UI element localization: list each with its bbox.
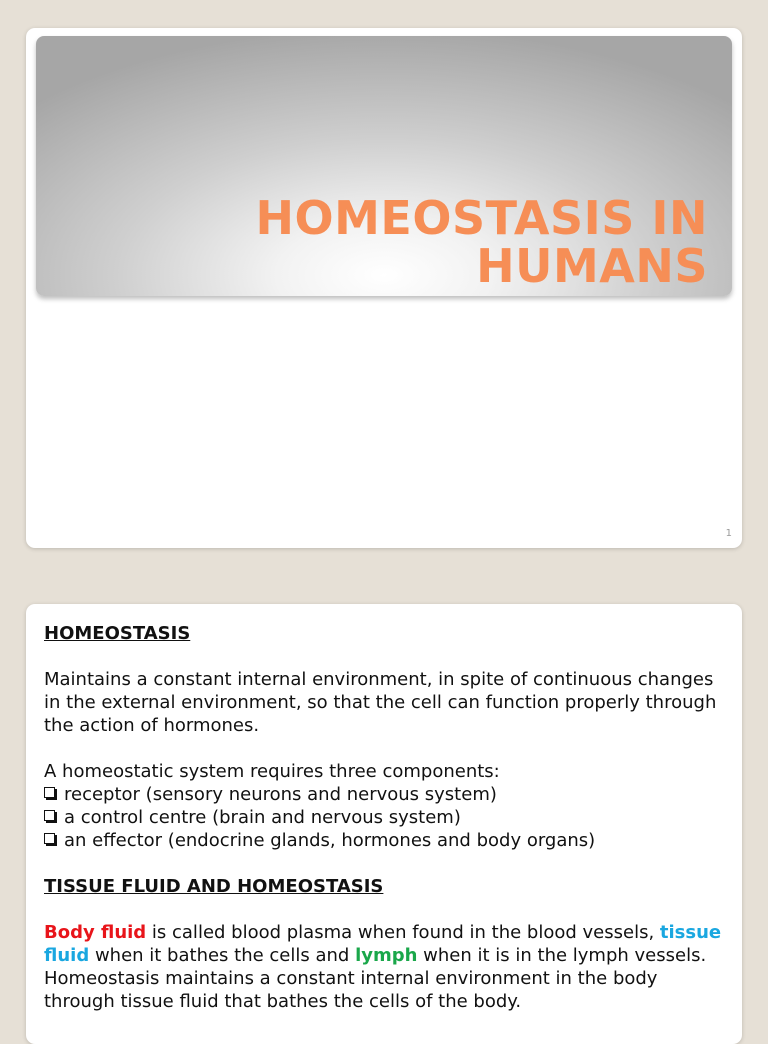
checkbox-bullet-icon <box>44 833 55 844</box>
list-item-text: receptor (sensory neurons and nervous system) <box>64 784 497 805</box>
slide-1 <box>26 28 742 548</box>
list-item-text: an effector (endocrine glands, hormones and body organs) <box>64 830 596 851</box>
list-item <box>44 783 724 806</box>
intro-paragraph: Maintains a constant internal environment, in spite of continuous changes in the external environment, so that the cell can function properly through the action of hormones. <box>44 669 717 736</box>
fluid-paragraph <box>44 921 724 967</box>
title-banner <box>36 36 732 296</box>
list-item <box>44 806 724 829</box>
list-item-text: a control centre (brain and nervous system) <box>64 807 461 828</box>
fluid-text-2: when it bathes the cells and <box>89 945 356 966</box>
slide-number: 1 <box>725 528 732 539</box>
title-line-2: HUMANS <box>476 239 708 293</box>
checkbox-bullet-icon <box>44 787 55 798</box>
components-lead: A homeostatic system requires three components: <box>44 761 500 782</box>
title-line-1: HOMEOSTASIS IN <box>255 191 708 245</box>
last-paragraph: Homeostasis maintains a constant internal environment in the body through tissue fluid that bathes the cells of the body. <box>44 968 658 1012</box>
slide-title <box>255 191 708 293</box>
slide-content <box>44 622 724 1013</box>
fluid-text-3: when it is in the lymph vessels. <box>417 945 707 966</box>
list-item <box>44 829 724 852</box>
term-body-fluid: Body fluid <box>44 922 147 943</box>
components-list <box>44 783 724 852</box>
checkbox-bullet-icon <box>44 810 55 821</box>
term-tissue-fluid: tissue fluid <box>44 922 722 966</box>
term-lymph: lymph <box>355 945 418 966</box>
fluid-text-1: is called blood plasma when found in the blood vessels, <box>146 922 660 943</box>
slide-2 <box>26 604 742 1044</box>
heading-tissue-fluid: TISSUE FLUID AND HOMEOSTASIS <box>44 876 384 897</box>
heading-homeostasis: HOMEOSTASIS <box>44 623 191 644</box>
